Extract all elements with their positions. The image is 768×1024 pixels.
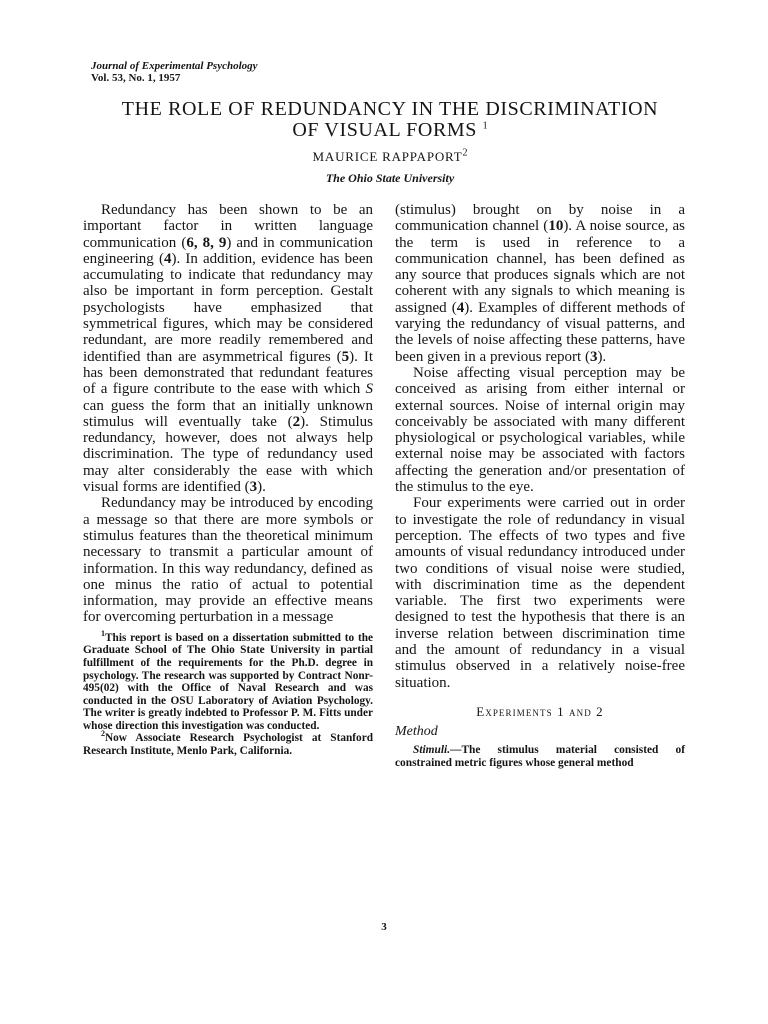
- text-run: ) and in communication engineering (: [83, 234, 373, 267]
- text-run: ). Examples of different methods of varying the redundancy of visual patterns, and the levels of noise affecting these patterns, have been given in a previous report (: [395, 299, 685, 365]
- citation: 4: [163, 250, 172, 267]
- subsection-heading: Method: [395, 724, 438, 740]
- citation: 2: [292, 413, 301, 430]
- left-paragraph-1: [83, 202, 373, 495]
- author-affiliation: The Ohio State University: [325, 171, 455, 185]
- right-paragraph-2: Noise affecting visual perception may be conceived as arising from either internal or external sources. Noise of internal origin may conceivably be associated with many different physiological or psychological variables, while external noise may be associated with factors affecting the generation and/or presentation of the stimulus to the eye.: [395, 364, 685, 496]
- journal-header: [91, 60, 258, 84]
- author-name: [70, 149, 710, 165]
- author-name-text: MAURICE RAPPAPORT: [312, 149, 463, 164]
- variable-s: S: [365, 381, 373, 398]
- section-heading: Experiments 1 and 2: [476, 703, 604, 719]
- stimuli-paragraph: [395, 744, 685, 770]
- footnote-2-text: Now Associate Research Psychologist at Stanford Research Institute, Menlo Park, California.: [83, 732, 373, 758]
- text-run: (stimulus) brought on by noise in a communication channel (: [395, 202, 685, 235]
- left-paragraph-2: Redundancy may be introduced by encoding a message so that there are more symbols or stimulus features than the theoretical minimum necessary to transmit a particular amount of information. In this way redundancy, defined as one minus the ratio of actual to potential information, may provide an effective means for overcoming perturbation in a message: [83, 495, 373, 626]
- right-paragraph-3: Four experiments were carried out in order to investigate the role of redundancy in visual perception. The effects of two types and five amounts of visual redundancy introduced under two conditions of visual noise were studied, with discrimination time as the dependent variable. The first two experiments were designed to test the hypothesis that there is an inverse relation between discrimination time and the amount of redundancy in a visual stimulus observed in a relatively noise-free situation.: [395, 495, 685, 691]
- title-line-1: THE ROLE OF REDUNDANCY IN THE DISCRIMINATION: [121, 98, 659, 120]
- footnote-1: [83, 628, 373, 733]
- right-paragraph-1: [395, 202, 685, 365]
- author-footnote-mark: 2: [462, 147, 468, 159]
- title-line-2: [70, 120, 710, 141]
- citation: 3: [589, 348, 598, 365]
- citation: 10: [548, 218, 564, 235]
- text-run: Redundancy has been shown to be an important factor in written language communication (: [83, 202, 373, 251]
- stimuli-run-in: Stimuli.: [413, 743, 451, 756]
- stimuli-text: —The stimulus material consisted of constrained metric figures whose general method: [395, 743, 685, 769]
- journal-volume: Vol. 53, No. 1, 1957: [91, 72, 181, 84]
- citation: 4: [456, 299, 465, 316]
- text-run: ).: [257, 479, 266, 496]
- text-run: ). A noise source, as the term is used in reference to a communication channel, has been defined as any source that produces signals which are not coherent with any signals to which meaning is assigned (: [395, 218, 685, 316]
- citation: 5: [341, 348, 350, 365]
- text-run: can guess the form that an initially unknown stimulus will eventually take (: [83, 397, 373, 430]
- title-line-2-text: OF VISUAL FORMS: [292, 119, 477, 141]
- footnote-2-mark: 2: [101, 729, 105, 739]
- journal-name: Journal of Experimental Psychology: [91, 60, 258, 72]
- text-run: ). Stimulus redundancy, however, does not always help discrimination. The type of redundancy used may alter considerably the ease with which visual forms are identified (: [83, 413, 373, 496]
- paper-title: [70, 99, 710, 141]
- citation: 6, 8, 9: [186, 234, 227, 251]
- text-run: ). It has been demonstrated that redundant features of a figure contribute to the ease with which: [83, 348, 373, 398]
- footnote-1-text: This report is based on a dissertation submitted to the Graduate School of The Ohio State University in partial fulfillment of the requirements for the Ph.D. degree in psychology. The research was supported by Contract Nonr-495(02) with the Office of Naval Research and was conducted in the OSU Laboratory of Aviation Psychology. The writer is greatly indebted to Professor P. M. Fitts under whose direction this investigation was conducted.: [83, 631, 373, 732]
- text-run: ).: [597, 348, 607, 365]
- title-footnote-mark: 1: [482, 120, 488, 132]
- footnotes: [83, 628, 373, 758]
- footnote-2: [83, 729, 373, 758]
- citation: 3: [249, 479, 258, 496]
- left-column: [83, 202, 373, 758]
- text-run: ). In addition, evidence has been accumulating to indicate that redundancy may also be important in form perception. Gestalt psychologists have emphasized that symmetrical figures, which may be considered redundant, are more readily remembered and identified than are asymmetrical figures (: [83, 250, 373, 365]
- page-number: 3: [381, 921, 387, 933]
- footnote-1-mark: 1: [101, 628, 105, 638]
- right-column: [395, 202, 685, 770]
